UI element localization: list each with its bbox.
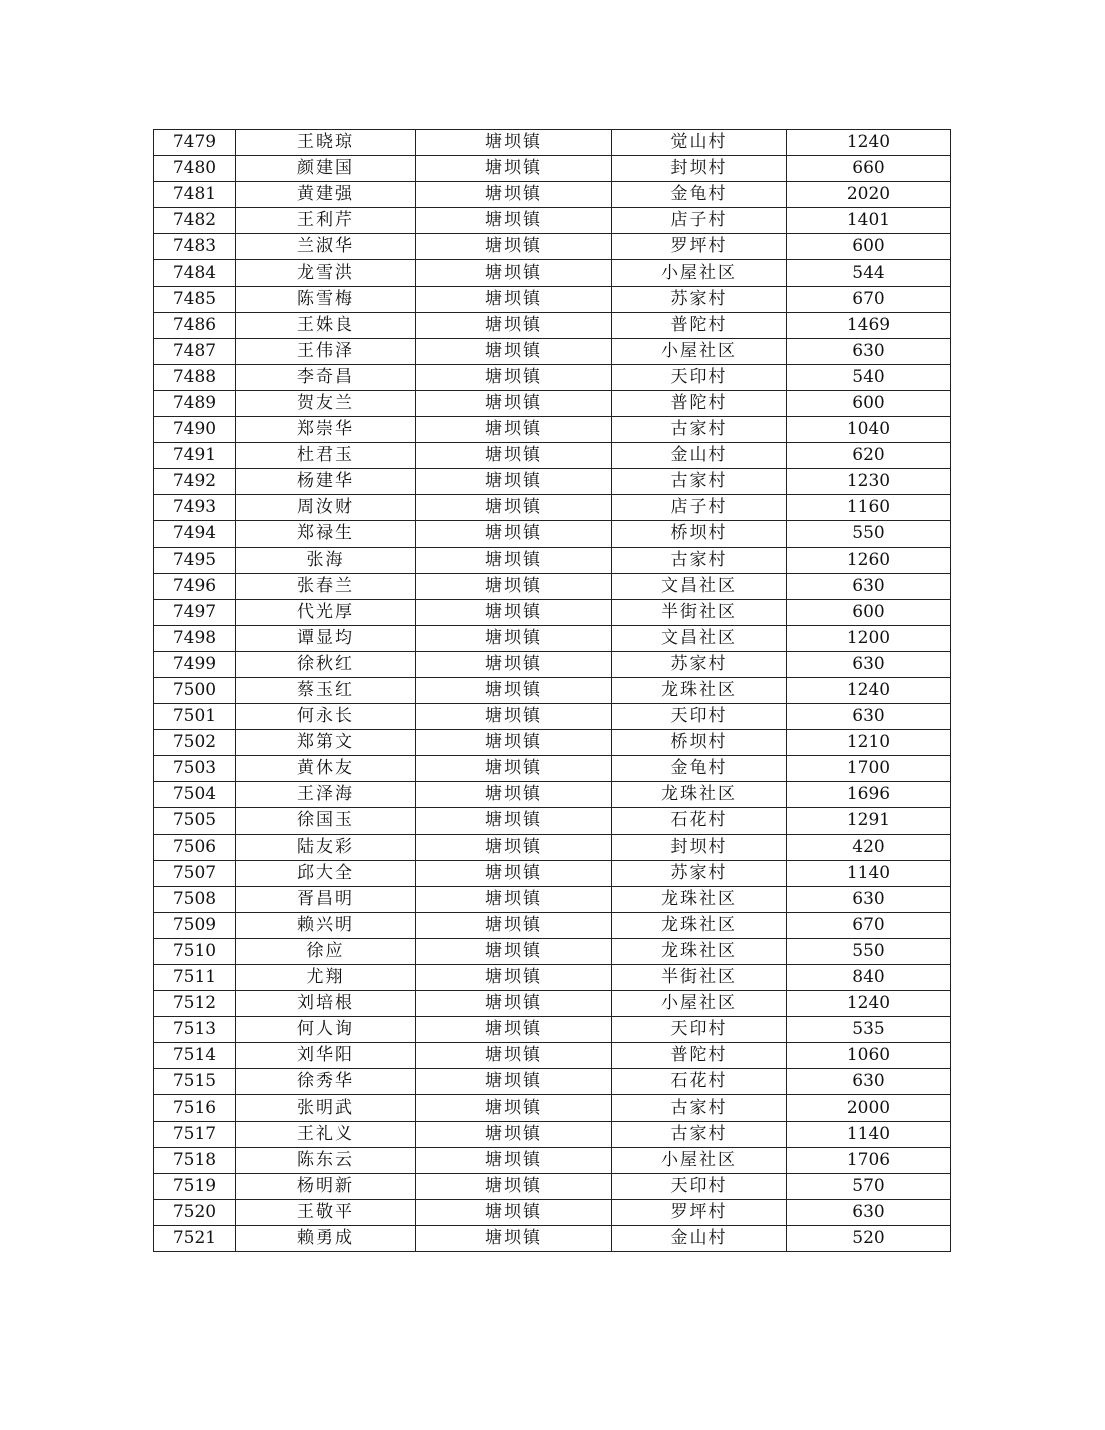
table-row: [154, 1173, 951, 1199]
amount-cell: 1240: [787, 130, 951, 156]
amount-cell: 420: [787, 834, 951, 860]
village-cell: 苏家村: [612, 860, 787, 886]
table-row: [154, 312, 951, 338]
person-name-cell: 黄休友: [236, 756, 416, 782]
person-name-cell: 张明武: [236, 1095, 416, 1121]
amount-cell: 1240: [787, 677, 951, 703]
town-cell: 塘坝镇: [416, 651, 612, 677]
amount-cell: 630: [787, 573, 951, 599]
town-cell: 塘坝镇: [416, 1017, 612, 1043]
town-cell: 塘坝镇: [416, 886, 612, 912]
village-cell: 小屋社区: [612, 260, 787, 286]
amount-cell: 1260: [787, 547, 951, 573]
amount-cell: 1706: [787, 1147, 951, 1173]
row-number-cell: 7510: [154, 938, 236, 964]
person-name-cell: 龙雪洪: [236, 260, 416, 286]
amount-cell: 1696: [787, 782, 951, 808]
person-name-cell: 王敬平: [236, 1199, 416, 1225]
amount-cell: 1230: [787, 469, 951, 495]
row-number-cell: 7519: [154, 1173, 236, 1199]
row-number-cell: 7521: [154, 1225, 236, 1251]
village-cell: 龙珠社区: [612, 677, 787, 703]
row-number-cell: 7516: [154, 1095, 236, 1121]
village-cell: 普陀村: [612, 1043, 787, 1069]
person-name-cell: 赖兴明: [236, 912, 416, 938]
table-row: [154, 677, 951, 703]
table-row: [154, 1225, 951, 1251]
row-number-cell: 7488: [154, 364, 236, 390]
person-name-cell: 陆友彩: [236, 834, 416, 860]
table-row: [154, 782, 951, 808]
town-cell: 塘坝镇: [416, 156, 612, 182]
table-row: [154, 1147, 951, 1173]
town-cell: 塘坝镇: [416, 521, 612, 547]
amount-cell: 520: [787, 1225, 951, 1251]
village-cell: 普陀村: [612, 312, 787, 338]
table-row: [154, 730, 951, 756]
town-cell: 塘坝镇: [416, 182, 612, 208]
row-number-cell: 7508: [154, 886, 236, 912]
person-name-cell: 黄建强: [236, 182, 416, 208]
village-cell: 龙珠社区: [612, 938, 787, 964]
amount-cell: 1060: [787, 1043, 951, 1069]
person-name-cell: 尤翔: [236, 965, 416, 991]
person-name-cell: 徐国玉: [236, 808, 416, 834]
row-number-cell: 7520: [154, 1199, 236, 1225]
village-cell: 罗坪村: [612, 1199, 787, 1225]
table-row: [154, 1199, 951, 1225]
row-number-cell: 7482: [154, 208, 236, 234]
town-cell: 塘坝镇: [416, 965, 612, 991]
amount-cell: 630: [787, 651, 951, 677]
row-number-cell: 7489: [154, 390, 236, 416]
amount-cell: 570: [787, 1173, 951, 1199]
town-cell: 塘坝镇: [416, 1095, 612, 1121]
table-row: [154, 286, 951, 312]
village-cell: 古家村: [612, 1095, 787, 1121]
amount-cell: 840: [787, 965, 951, 991]
table-row: [154, 443, 951, 469]
table-row: [154, 938, 951, 964]
row-number-cell: 7505: [154, 808, 236, 834]
town-cell: 塘坝镇: [416, 1173, 612, 1199]
row-number-cell: 7496: [154, 573, 236, 599]
row-number-cell: 7490: [154, 417, 236, 443]
person-name-cell: 兰淑华: [236, 234, 416, 260]
row-number-cell: 7512: [154, 991, 236, 1017]
table-row: [154, 808, 951, 834]
village-cell: 苏家村: [612, 651, 787, 677]
amount-cell: 1160: [787, 495, 951, 521]
amount-cell: 630: [787, 1199, 951, 1225]
town-cell: 塘坝镇: [416, 912, 612, 938]
table-row: [154, 991, 951, 1017]
town-cell: 塘坝镇: [416, 417, 612, 443]
village-cell: 封坝村: [612, 834, 787, 860]
person-name-cell: 颜建国: [236, 156, 416, 182]
village-cell: 普陀村: [612, 390, 787, 416]
row-number-cell: 7511: [154, 965, 236, 991]
row-number-cell: 7486: [154, 312, 236, 338]
row-number-cell: 7506: [154, 834, 236, 860]
town-cell: 塘坝镇: [416, 495, 612, 521]
person-name-cell: 谭显均: [236, 625, 416, 651]
person-name-cell: 徐应: [236, 938, 416, 964]
town-cell: 塘坝镇: [416, 286, 612, 312]
amount-cell: 2020: [787, 182, 951, 208]
row-number-cell: 7483: [154, 234, 236, 260]
village-cell: 罗坪村: [612, 234, 787, 260]
amount-cell: 1140: [787, 860, 951, 886]
village-cell: 觉山村: [612, 130, 787, 156]
table-row: [154, 573, 951, 599]
village-cell: 古家村: [612, 469, 787, 495]
table-row: [154, 495, 951, 521]
table-row: [154, 390, 951, 416]
town-cell: 塘坝镇: [416, 991, 612, 1017]
person-name-cell: 李奇昌: [236, 364, 416, 390]
table-row: [154, 417, 951, 443]
table-row: [154, 1069, 951, 1095]
person-name-cell: 陈东云: [236, 1147, 416, 1173]
town-cell: 塘坝镇: [416, 469, 612, 495]
village-cell: 古家村: [612, 1121, 787, 1147]
person-name-cell: 杨建华: [236, 469, 416, 495]
person-name-cell: 赖勇成: [236, 1225, 416, 1251]
table-row: [154, 182, 951, 208]
row-number-cell: 7503: [154, 756, 236, 782]
amount-cell: 1140: [787, 1121, 951, 1147]
town-cell: 塘坝镇: [416, 1121, 612, 1147]
table-row: [154, 651, 951, 677]
town-cell: 塘坝镇: [416, 938, 612, 964]
table-row: [154, 860, 951, 886]
row-number-cell: 7514: [154, 1043, 236, 1069]
row-number-cell: 7480: [154, 156, 236, 182]
village-cell: 小屋社区: [612, 338, 787, 364]
table-row: [154, 234, 951, 260]
row-number-cell: 7518: [154, 1147, 236, 1173]
person-name-cell: 贺友兰: [236, 390, 416, 416]
amount-cell: 600: [787, 390, 951, 416]
table-row: [154, 208, 951, 234]
row-number-cell: 7485: [154, 286, 236, 312]
person-name-cell: 杜君玉: [236, 443, 416, 469]
table-row: [154, 469, 951, 495]
amount-cell: 620: [787, 443, 951, 469]
person-name-cell: 徐秀华: [236, 1069, 416, 1095]
row-number-cell: 7507: [154, 860, 236, 886]
town-cell: 塘坝镇: [416, 573, 612, 599]
village-cell: 金龟村: [612, 182, 787, 208]
village-cell: 金山村: [612, 1225, 787, 1251]
table-row: [154, 886, 951, 912]
town-cell: 塘坝镇: [416, 364, 612, 390]
amount-cell: 630: [787, 886, 951, 912]
village-cell: 龙珠社区: [612, 886, 787, 912]
town-cell: 塘坝镇: [416, 782, 612, 808]
table-row: [154, 1095, 951, 1121]
table-row: [154, 756, 951, 782]
row-number-cell: 7493: [154, 495, 236, 521]
row-number-cell: 7494: [154, 521, 236, 547]
village-cell: 半街社区: [612, 965, 787, 991]
row-number-cell: 7492: [154, 469, 236, 495]
amount-cell: 535: [787, 1017, 951, 1043]
row-number-cell: 7491: [154, 443, 236, 469]
town-cell: 塘坝镇: [416, 808, 612, 834]
village-cell: 小屋社区: [612, 1147, 787, 1173]
person-name-cell: 何永长: [236, 704, 416, 730]
amount-cell: 660: [787, 156, 951, 182]
town-cell: 塘坝镇: [416, 1069, 612, 1095]
row-number-cell: 7502: [154, 730, 236, 756]
amount-cell: 540: [787, 364, 951, 390]
village-cell: 小屋社区: [612, 991, 787, 1017]
town-cell: 塘坝镇: [416, 443, 612, 469]
town-cell: 塘坝镇: [416, 1225, 612, 1251]
town-cell: 塘坝镇: [416, 130, 612, 156]
table-row: [154, 364, 951, 390]
amount-cell: 1401: [787, 208, 951, 234]
person-name-cell: 郑第文: [236, 730, 416, 756]
table-body: [154, 130, 951, 1252]
village-cell: 天印村: [612, 704, 787, 730]
person-name-cell: 杨明新: [236, 1173, 416, 1199]
row-number-cell: 7504: [154, 782, 236, 808]
person-name-cell: 张海: [236, 547, 416, 573]
amount-cell: 670: [787, 286, 951, 312]
town-cell: 塘坝镇: [416, 312, 612, 338]
village-cell: 天印村: [612, 1017, 787, 1043]
row-number-cell: 7495: [154, 547, 236, 573]
village-cell: 龙珠社区: [612, 912, 787, 938]
town-cell: 塘坝镇: [416, 390, 612, 416]
table-row: [154, 834, 951, 860]
person-name-cell: 邱大全: [236, 860, 416, 886]
village-cell: 古家村: [612, 417, 787, 443]
table-row: [154, 1017, 951, 1043]
amount-cell: 1200: [787, 625, 951, 651]
town-cell: 塘坝镇: [416, 1147, 612, 1173]
table-row: [154, 521, 951, 547]
town-cell: 塘坝镇: [416, 677, 612, 703]
town-cell: 塘坝镇: [416, 338, 612, 364]
village-cell: 天印村: [612, 364, 787, 390]
person-name-cell: 王伟泽: [236, 338, 416, 364]
table-row: [154, 1121, 951, 1147]
village-cell: 金龟村: [612, 756, 787, 782]
row-number-cell: 7501: [154, 704, 236, 730]
person-name-cell: 王利芹: [236, 208, 416, 234]
village-cell: 文昌社区: [612, 573, 787, 599]
person-name-cell: 王姝良: [236, 312, 416, 338]
village-cell: 古家村: [612, 547, 787, 573]
town-cell: 塘坝镇: [416, 860, 612, 886]
row-number-cell: 7499: [154, 651, 236, 677]
town-cell: 塘坝镇: [416, 730, 612, 756]
person-name-cell: 徐秋红: [236, 651, 416, 677]
table-row: [154, 338, 951, 364]
village-cell: 文昌社区: [612, 625, 787, 651]
village-cell: 封坝村: [612, 156, 787, 182]
person-name-cell: 刘培根: [236, 991, 416, 1017]
village-cell: 店子村: [612, 208, 787, 234]
data-table: [153, 129, 951, 1252]
town-cell: 塘坝镇: [416, 599, 612, 625]
person-name-cell: 郑崇华: [236, 417, 416, 443]
table-row: [154, 704, 951, 730]
amount-cell: 1240: [787, 991, 951, 1017]
amount-cell: 600: [787, 234, 951, 260]
person-name-cell: 周汝财: [236, 495, 416, 521]
amount-cell: 630: [787, 1069, 951, 1095]
table-row: [154, 130, 951, 156]
village-cell: 苏家村: [612, 286, 787, 312]
table-row: [154, 625, 951, 651]
amount-cell: 1469: [787, 312, 951, 338]
table-row: [154, 156, 951, 182]
village-cell: 金山村: [612, 443, 787, 469]
row-number-cell: 7481: [154, 182, 236, 208]
amount-cell: 1700: [787, 756, 951, 782]
row-number-cell: 7484: [154, 260, 236, 286]
town-cell: 塘坝镇: [416, 756, 612, 782]
town-cell: 塘坝镇: [416, 625, 612, 651]
row-number-cell: 7498: [154, 625, 236, 651]
row-number-cell: 7517: [154, 1121, 236, 1147]
town-cell: 塘坝镇: [416, 834, 612, 860]
person-name-cell: 代光厚: [236, 599, 416, 625]
table-row: [154, 912, 951, 938]
village-cell: 龙珠社区: [612, 782, 787, 808]
person-name-cell: 刘华阳: [236, 1043, 416, 1069]
town-cell: 塘坝镇: [416, 234, 612, 260]
town-cell: 塘坝镇: [416, 1043, 612, 1069]
town-cell: 塘坝镇: [416, 208, 612, 234]
row-number-cell: 7500: [154, 677, 236, 703]
row-number-cell: 7497: [154, 599, 236, 625]
table-row: [154, 599, 951, 625]
amount-cell: 544: [787, 260, 951, 286]
town-cell: 塘坝镇: [416, 260, 612, 286]
person-name-cell: 蔡玉红: [236, 677, 416, 703]
table-row: [154, 260, 951, 286]
person-name-cell: 张春兰: [236, 573, 416, 599]
village-cell: 石花村: [612, 808, 787, 834]
town-cell: 塘坝镇: [416, 1199, 612, 1225]
town-cell: 塘坝镇: [416, 547, 612, 573]
person-name-cell: 王晓琼: [236, 130, 416, 156]
village-cell: 半街社区: [612, 599, 787, 625]
row-number-cell: 7515: [154, 1069, 236, 1095]
table-row: [154, 965, 951, 991]
table-row: [154, 1043, 951, 1069]
village-cell: 桥坝村: [612, 521, 787, 547]
row-number-cell: 7513: [154, 1017, 236, 1043]
person-name-cell: 陈雪梅: [236, 286, 416, 312]
table-row: [154, 547, 951, 573]
person-name-cell: 胥昌明: [236, 886, 416, 912]
amount-cell: 630: [787, 704, 951, 730]
village-cell: 桥坝村: [612, 730, 787, 756]
person-name-cell: 何人询: [236, 1017, 416, 1043]
amount-cell: 600: [787, 599, 951, 625]
row-number-cell: 7509: [154, 912, 236, 938]
amount-cell: 670: [787, 912, 951, 938]
person-name-cell: 郑禄生: [236, 521, 416, 547]
amount-cell: 550: [787, 938, 951, 964]
amount-cell: 2000: [787, 1095, 951, 1121]
village-cell: 天印村: [612, 1173, 787, 1199]
village-cell: 店子村: [612, 495, 787, 521]
amount-cell: 550: [787, 521, 951, 547]
amount-cell: 1291: [787, 808, 951, 834]
amount-cell: 1040: [787, 417, 951, 443]
person-name-cell: 王泽海: [236, 782, 416, 808]
amount-cell: 630: [787, 338, 951, 364]
village-cell: 石花村: [612, 1069, 787, 1095]
row-number-cell: 7479: [154, 130, 236, 156]
person-name-cell: 王礼义: [236, 1121, 416, 1147]
row-number-cell: 7487: [154, 338, 236, 364]
town-cell: 塘坝镇: [416, 704, 612, 730]
amount-cell: 1210: [787, 730, 951, 756]
